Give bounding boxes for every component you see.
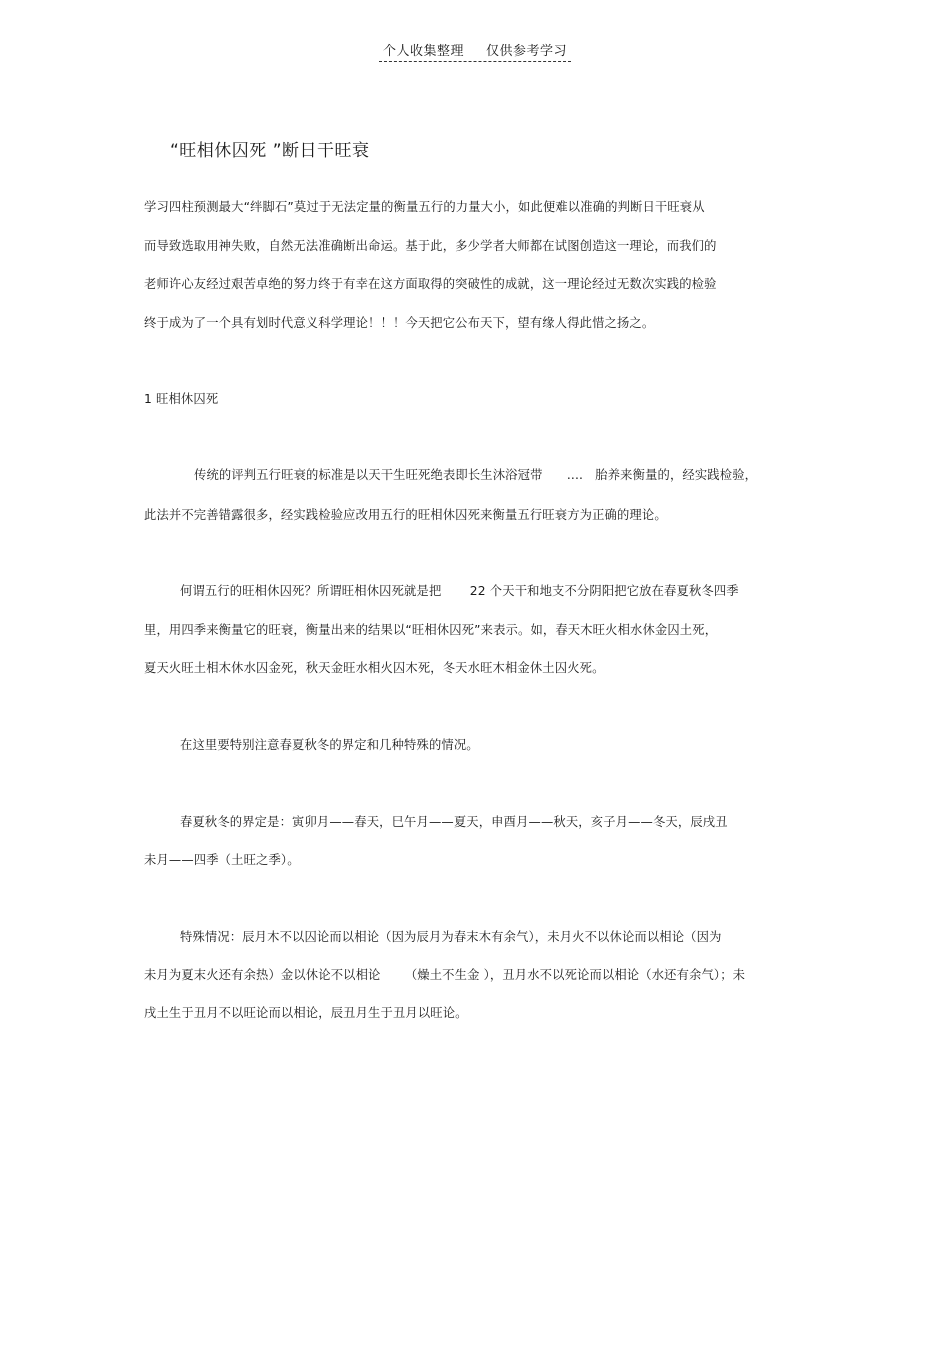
paragraph-4-line-1: 春夏秋冬的界定是：寅卯月——春天，巳午月——夏天，申酉月——秋天，亥子月——冬天，辰戌丑 — [180, 815, 728, 829]
intro-line-4: 终于成为了一个具有划时代意义科学理论！！！今天把它公布天下，望有缘人得此惜之扬之。 — [144, 316, 655, 330]
paragraph-1-line-2: 此法并不完善错露很多，经实践检验应改用五行的旺相休囚死来衡量五行旺衰方为正确的理论。 — [144, 508, 667, 522]
paragraph-2-line-2: 里，用四季来衡量它的旺衰，衡量出来的结果以“旺相休囚死”来表示。如，春天木旺火相水休金囚土死， — [144, 623, 718, 637]
paragraph-3: 在这里要特别注意春夏秋冬的界定和几种特殊的情况。 — [180, 738, 479, 752]
paragraph-5-line-3: 戌土生于丑月不以旺论而以相论，辰丑月生于丑月以旺论。 — [144, 1006, 468, 1020]
paragraph-2-line-3: 夏天火旺土相木休水囚金死，秋天金旺水相火囚木死，冬天水旺木相金休土囚火死。 — [144, 661, 605, 675]
page-header — [0, 40, 950, 62]
paragraph-5-line-1: 特殊情况：辰月木不以囚论而以相论（因为辰月为春末木有余气），未月火不以休论而以相论（因为 — [180, 930, 722, 944]
intro-line-3: 老师许心友经过艰苦卓绝的努力终于有幸在这方面取得的突破性的成就，这一理论经过无数次实践的检验 — [144, 277, 717, 291]
section-heading: 1 旺相休囚死 — [144, 392, 219, 406]
intro-line-1: 学习四柱预测最大“绊脚石”莫过于无法定量的衡量五行的力量大小，如此便难以准确的判断日干旺衰从 — [144, 200, 705, 214]
page-header-line — [379, 40, 571, 62]
paragraph-2-line-1: 何谓五行的旺相休囚死？所谓旺相休囚死就是把 22 个天干和地支不分阴阳把它放在春夏秋冬四季 — [180, 584, 739, 598]
paragraph-1-line-1: 传统的评判五行旺衰的标准是以天干生旺死绝表即长生沐浴冠带 .... 胎养来衡量的，经实践检验， — [194, 468, 758, 482]
header-left-text: 个人收集整理 — [382, 44, 464, 59]
paragraph-5-line-2: 未月为夏末火还有余热）金以休论不以相论 （燥土不生金 ），丑月水不以死论而以相论（水还有余气）；未 — [144, 968, 746, 982]
paragraph-4-line-2: 未月——四季（土旺之季）。 — [144, 853, 300, 867]
document-title: “旺相休囚死 ”断日干旺衰 — [170, 141, 370, 161]
intro-line-2: 而导致选取用神失败，自然无法准确断出命运。基于此，多少学者大师都在试图创造这一理论，而我们的 — [144, 239, 717, 253]
header-right-text: 仅供参考学习 — [486, 44, 568, 59]
